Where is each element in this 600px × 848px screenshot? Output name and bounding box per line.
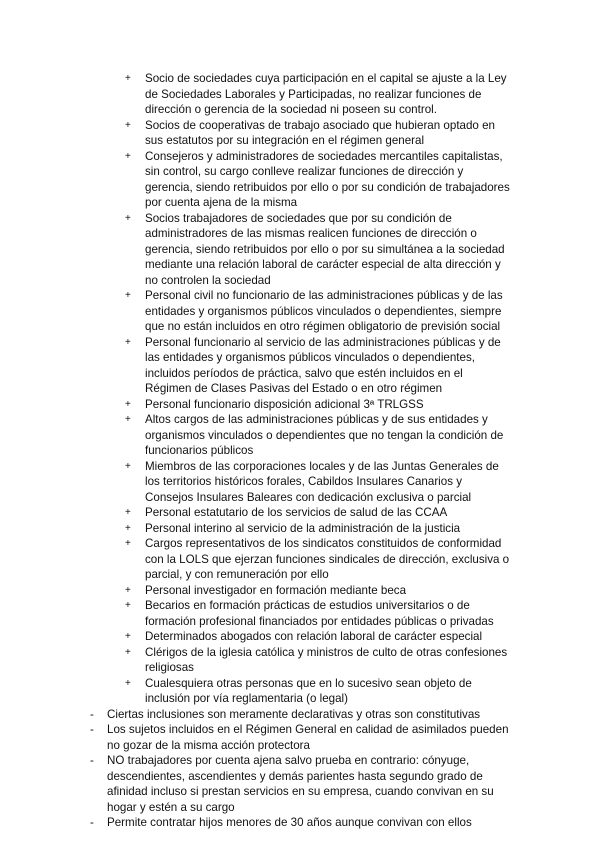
sub-list-item xyxy=(0,335,600,397)
sub-list-item xyxy=(0,521,600,537)
item-text: Personal funcionario disposición adicional 3ª TRLGSS xyxy=(145,397,424,411)
sub-list-item xyxy=(0,459,600,506)
plus-bullet-icon: + xyxy=(125,414,131,425)
dash-bullet-icon: - xyxy=(90,816,94,829)
plus-bullet-icon: + xyxy=(125,336,131,348)
plus-bullet-icon: + xyxy=(125,584,131,596)
plus-bullet-icon: + xyxy=(125,150,131,162)
plus-bullet-icon: + xyxy=(125,460,131,472)
item-text: Clérigos de la iglesia católica y ministros de culto de otras confesiones religiosas xyxy=(145,645,508,674)
plus-bullet-icon: + xyxy=(125,507,131,518)
plus-bullet-icon: + xyxy=(125,73,131,84)
sub-list-item xyxy=(0,71,600,118)
item-text: Personal investigador en formación mediante beca xyxy=(145,583,407,597)
sub-list-item xyxy=(0,288,600,335)
sub-list-item xyxy=(0,211,600,289)
item-text: NO trabajadores por cuenta ajena salvo prueba en contrario: cónyuge, descendientes, ascendientes y demás parientes hasta segundo grado de afinidad incluso si prestan servicios en su empresa, cuando convivan en su hogar y estén a su cargo xyxy=(107,754,494,814)
item-text: Ciertas inclusiones son meramente declarativas y otras son constitutivas xyxy=(107,707,481,721)
item-text: Cargos representativos de los sindicatos constituidos de conformidad con la LOLS que ejerzan funciones sindicales de dirección, exclusiva o parcial, y con remuneración por ello xyxy=(145,537,510,581)
item-text: Becarios en formación prácticas de estudios universitarios o de formación profesional financiados por entidades públicas o privadas xyxy=(145,599,494,628)
list-item xyxy=(0,815,600,831)
sub-list-item xyxy=(0,629,600,645)
sub-list-item xyxy=(0,583,600,599)
item-text: Personal interino al servicio de la administración de la justicia xyxy=(145,521,461,535)
sub-list-item xyxy=(0,505,600,521)
list-item xyxy=(0,753,600,815)
item-text: Miembros de las corporaciones locales y de las Juntas Generales de los territorios históricos forales, Cabildos Insulares Canarios y Consejos Insulares Baleares con dedicación exclusiva o parcial xyxy=(145,459,499,504)
plus-bullet-icon: + xyxy=(125,398,131,410)
item-text: Consejeros y administradores de sociedades mercantiles capitalistas, sin control, su cargo conlleve realizar funciones de dirección y gerencia, siendo retribuidos por ello o por su condición de trabajadores por cuenta ajena de la misma xyxy=(145,149,510,209)
item-text: Personal estatutario de los servicios de salud de las CCAA xyxy=(145,506,448,519)
dash-bullet-icon: - xyxy=(90,723,94,736)
plus-bullet-icon: + xyxy=(125,631,131,642)
sub-list-item xyxy=(0,149,600,211)
content-list xyxy=(0,71,600,831)
list-item xyxy=(0,707,600,723)
item-text: Socios de cooperativas de trabajo asociado que hubieran optado en sus estatutos por su integración en el régimen general xyxy=(145,118,495,147)
sub-list-item xyxy=(0,536,600,583)
sub-list-item xyxy=(0,412,600,459)
sub-list-item xyxy=(0,397,600,413)
plus-bullet-icon: + xyxy=(125,600,131,611)
plus-bullet-icon: + xyxy=(125,212,131,224)
plus-bullet-icon: + xyxy=(125,538,131,549)
item-text: Socios trabajadores de sociedades que por su condición de administradores de las mismas realicen funciones de dirección o gerencia, siendo retribuidos por ello o por su simultánea a la sociedad mediante una relación laboral de carácter especial de alta dirección y no controlen la sociedad xyxy=(145,211,505,287)
item-text: Determinados abogados con relación laboral de carácter especial xyxy=(145,630,483,643)
dash-bullet-icon: - xyxy=(90,707,94,721)
dash-bullet-icon: - xyxy=(90,754,94,767)
plus-bullet-icon: + xyxy=(125,290,131,301)
plus-bullet-icon: + xyxy=(125,522,131,534)
item-text: Los sujetos incluidos en el Régimen General en calidad de asimilados pueden no gozar de la misma acción protectora xyxy=(107,723,509,752)
plus-bullet-icon: + xyxy=(125,677,131,689)
plus-bullet-icon: + xyxy=(125,646,131,658)
item-text: Personal civil no funcionario de las administraciones públicas y de las entidades y organismos públicos vinculados o dependientes, siempre que no están incluidos en otro régimen obligatorio de previsión social xyxy=(145,289,503,333)
item-text: Permite contratar hijos menores de 30 años aunque convivan con ellos xyxy=(107,816,472,829)
list-item xyxy=(0,722,600,753)
sub-list-item xyxy=(0,676,600,707)
item-text: Personal funcionario al servicio de las administraciones públicas y de las entidades y organismos públicos vinculados o dependientes, incluidos períodos de práctica, salvo que estén incluidos en el Régimen de Clases Pasivas del Estado o en otro régimen xyxy=(145,335,501,395)
item-text: Cualesquiera otras personas que en lo sucesivo sean objeto de inclusión por vía reglamentaria (o legal) xyxy=(145,676,472,705)
item-text: Altos cargos de las administraciones públicas y de sus entidades y organismos vinculados o dependientes que no tengan la condición de funcionarios públicos xyxy=(145,413,504,457)
plus-bullet-icon: + xyxy=(125,119,131,131)
sub-list-item xyxy=(0,598,600,629)
sub-list-item xyxy=(0,645,600,676)
sub-list-item xyxy=(0,118,600,149)
item-text: Socio de sociedades cuya participación en el capital se ajuste a la Ley de Sociedades Laborales y Participadas, no realizar funciones de dirección o gerencia de la sociedad ni poseen su control. xyxy=(145,72,507,116)
